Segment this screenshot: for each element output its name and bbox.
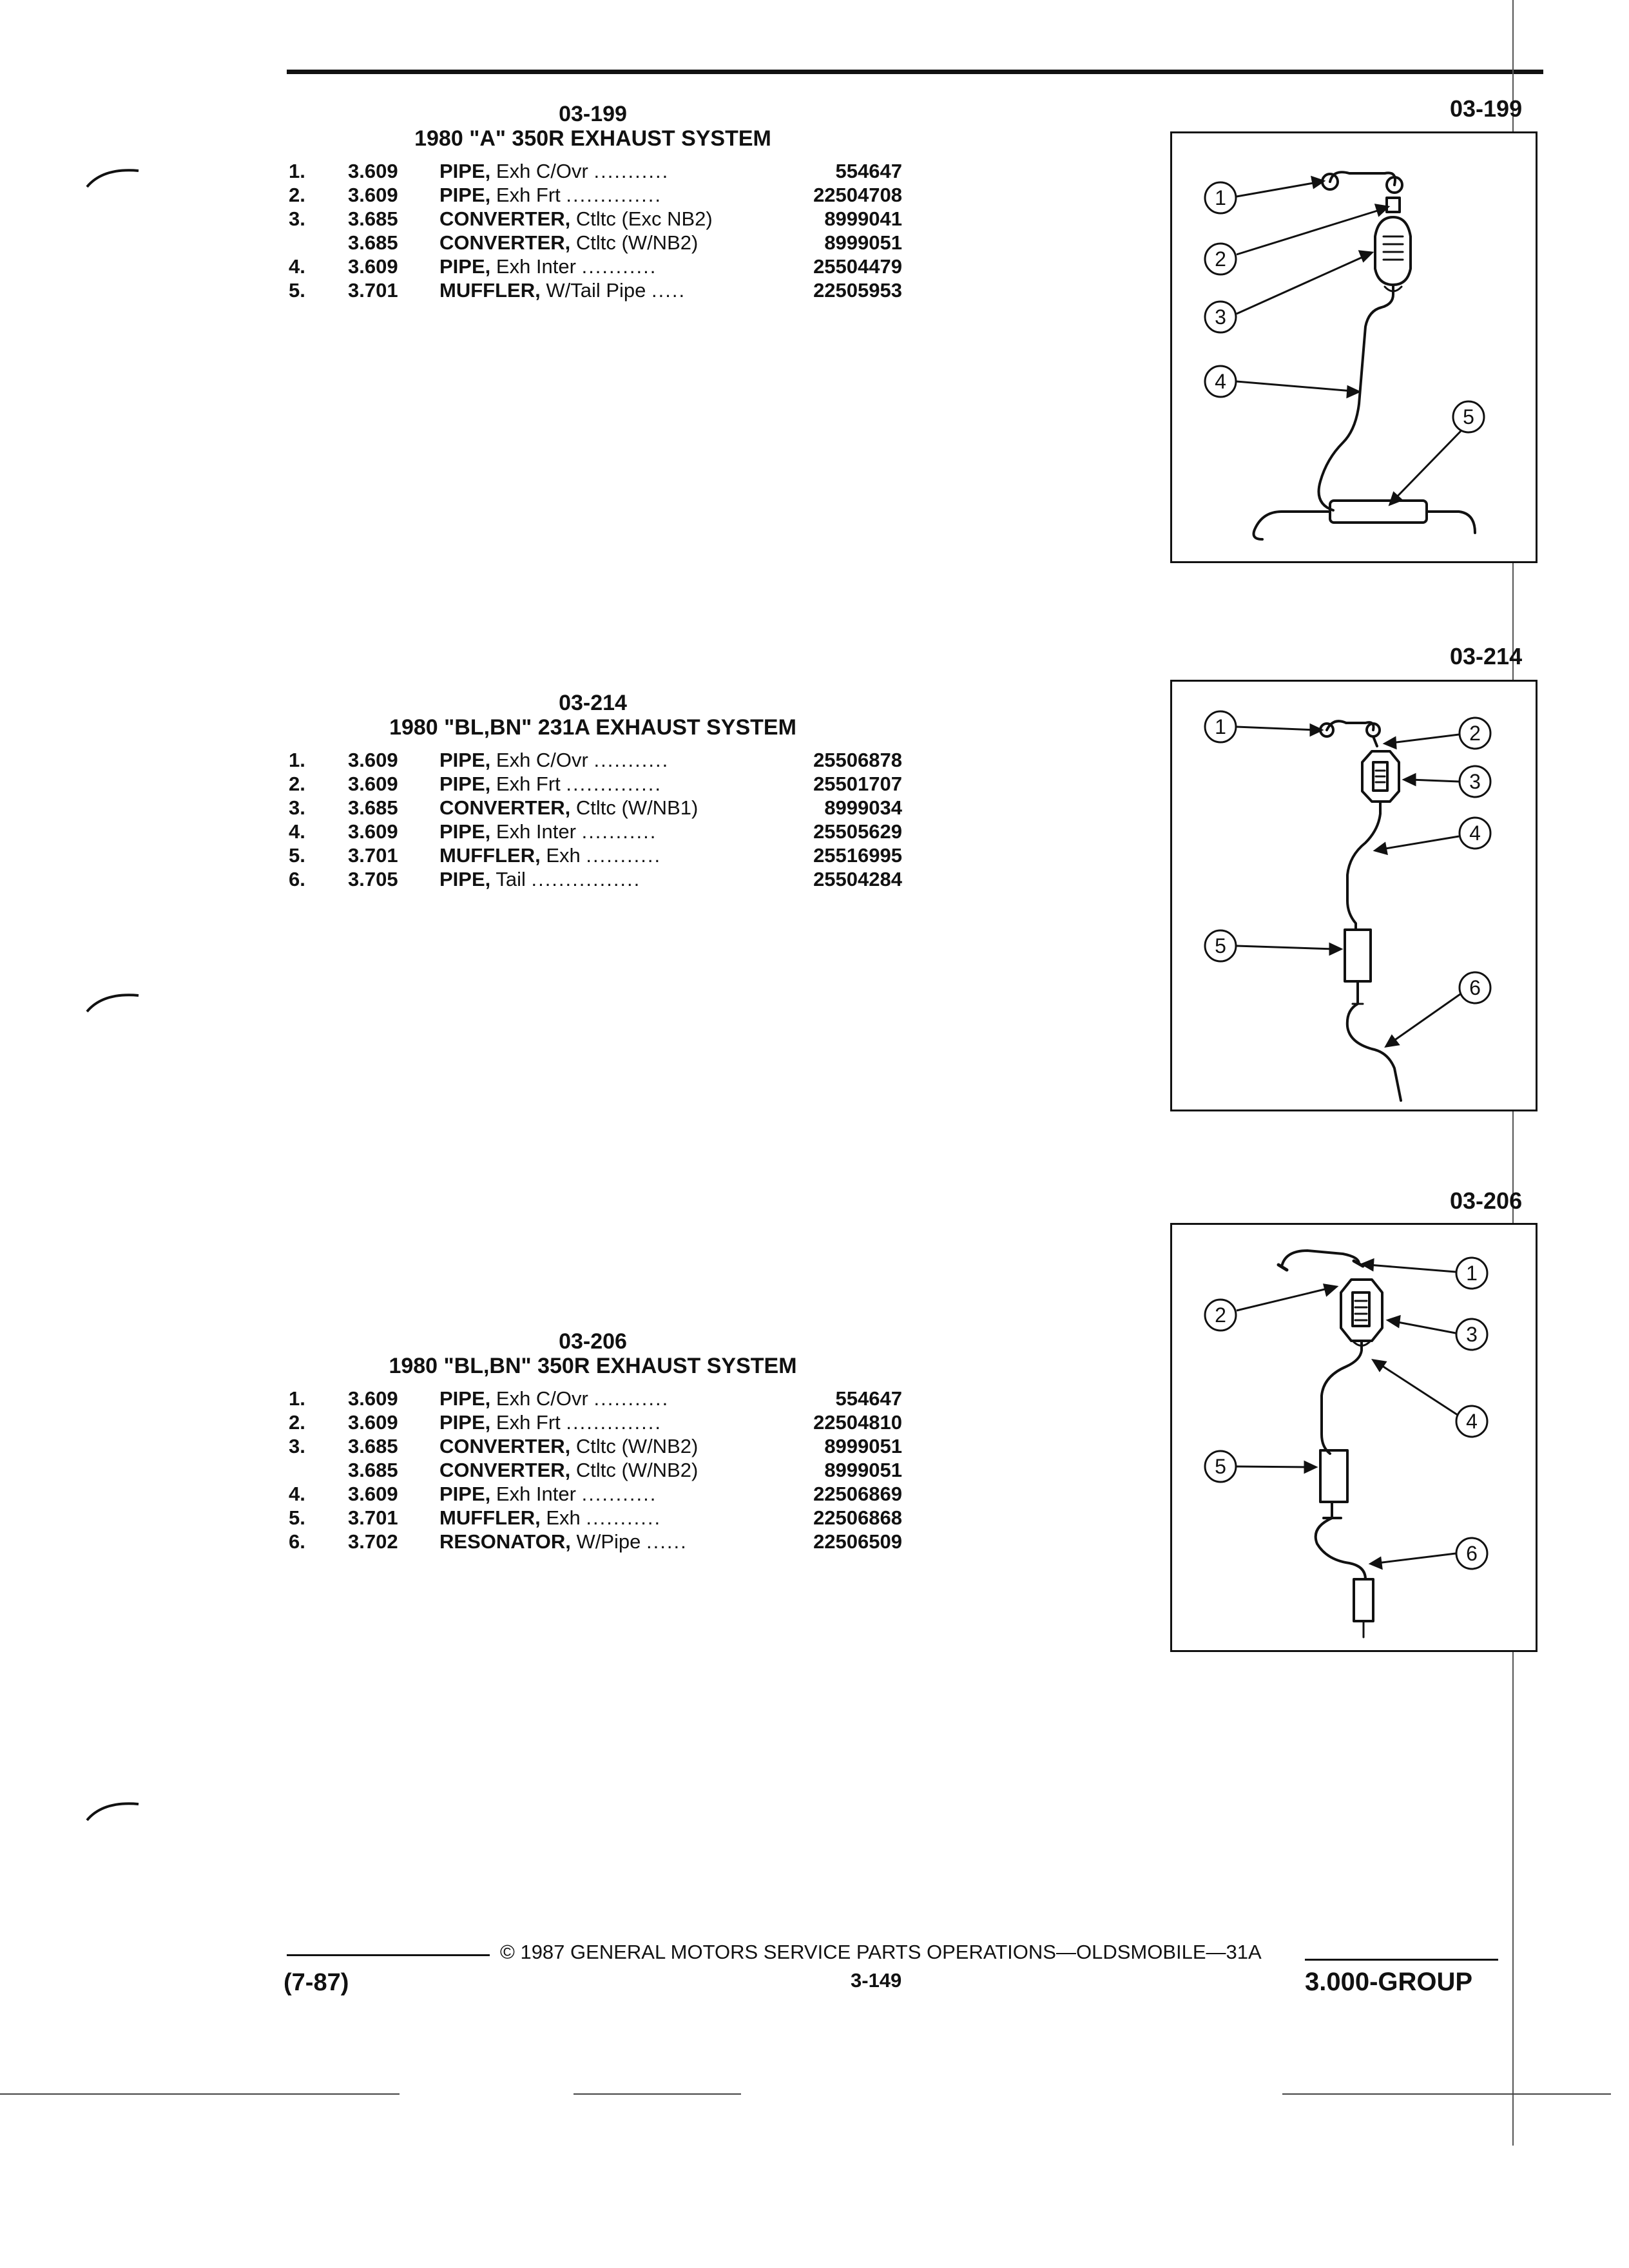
part-list	[284, 749, 902, 892]
part-description	[439, 1459, 698, 1482]
callout-1	[1362, 1258, 1487, 1289]
part-name: CONVERTER,	[439, 1435, 571, 1457]
part-name: CONVERTER,	[439, 231, 571, 254]
leader-dots: ...........	[581, 1483, 657, 1505]
tail-pipe-right	[1427, 512, 1475, 533]
part-row	[284, 1387, 902, 1411]
part-row	[284, 749, 902, 773]
callout-number: 4	[1469, 822, 1481, 845]
callout-5	[1390, 401, 1484, 505]
part-row	[284, 844, 902, 868]
part-row	[284, 184, 902, 207]
bottom-page-line-2	[574, 2093, 741, 2095]
intermediate-pipe	[1319, 285, 1394, 510]
part-number: 8999051	[824, 1435, 902, 1457]
diagram-drawing	[1172, 1225, 1536, 1650]
part-row	[284, 820, 902, 844]
part-name: CONVERTER,	[439, 207, 571, 230]
callout-number: 1	[1215, 715, 1226, 738]
item-number: 5.	[289, 1506, 305, 1529]
section-code: 03-199	[559, 102, 627, 126]
callout-4	[1205, 366, 1359, 397]
item-number: 2.	[289, 184, 305, 206]
group-number: 3.701	[348, 279, 398, 302]
part-name: MUFFLER,	[439, 844, 541, 867]
section-title: 1980 "BL,BN" 231A EXHAUST SYSTEM	[389, 715, 796, 740]
part-description	[439, 820, 657, 843]
part-row	[284, 1483, 902, 1506]
part-description	[439, 1483, 657, 1506]
figure-label: 03-206	[1450, 1187, 1523, 1214]
part-name: MUFFLER,	[439, 279, 541, 302]
item-number: 2.	[289, 1411, 305, 1434]
part-detail: W/Pipe	[576, 1530, 641, 1553]
callout-number: 2	[1215, 1303, 1226, 1327]
muffler	[1320, 1450, 1347, 1502]
crossover-pipe	[1330, 172, 1395, 185]
date-code: (7-87)	[284, 1969, 349, 1996]
group-number: 3.609	[348, 1387, 398, 1410]
leader-dots: .....	[651, 279, 686, 302]
muffler	[1345, 930, 1371, 981]
part-number: 22506509	[813, 1530, 902, 1553]
part-detail: Ctltc (W/NB2)	[575, 231, 699, 254]
part-number: 22506868	[813, 1506, 902, 1529]
part-description	[439, 1387, 669, 1410]
callout-number: 3	[1215, 305, 1226, 329]
part-description	[439, 796, 698, 820]
item-number: 3.	[289, 796, 305, 819]
resonator-pipe	[1316, 1502, 1365, 1579]
callout-3	[1404, 766, 1490, 797]
part-detail: Exh Inter	[496, 820, 576, 843]
part-description	[439, 844, 661, 867]
group-number: 3.609	[348, 820, 398, 843]
part-detail: Exh C/Ovr	[496, 160, 588, 182]
part-description	[439, 279, 686, 302]
leader-dots: ...........	[586, 1506, 662, 1529]
callout-6	[1386, 972, 1490, 1046]
exhaust-diagram-03-199	[1170, 131, 1537, 563]
part-number: 25505629	[813, 820, 902, 843]
top-rule	[287, 70, 1543, 74]
group-number: 3.609	[348, 1483, 398, 1505]
part-name: PIPE,	[439, 773, 491, 795]
converter-body	[1341, 1280, 1382, 1341]
part-name: PIPE,	[439, 820, 491, 843]
callout-number: 2	[1215, 247, 1226, 271]
part-detail: Exh Frt	[496, 1411, 561, 1434]
part-detail: Ctltc (W/NB2)	[575, 1435, 699, 1457]
group-number: 3.705	[348, 868, 398, 890]
callout-number: 6	[1466, 1542, 1478, 1565]
group-number: 3.702	[348, 1530, 398, 1553]
part-number: 554647	[835, 160, 902, 182]
leader-dots: ...........	[586, 844, 662, 867]
item-number: 2.	[289, 773, 305, 795]
group-number: 3.701	[348, 1506, 398, 1529]
callout-5	[1205, 930, 1341, 961]
item-number: 1.	[289, 749, 305, 771]
group-number: 3.685	[348, 796, 398, 819]
part-detail: Exh Frt	[496, 184, 561, 206]
part-description	[439, 255, 657, 278]
part-description	[439, 231, 698, 255]
item-number: 5.	[289, 279, 305, 302]
part-number: 25504479	[813, 255, 902, 278]
part-detail: Exh C/Ovr	[496, 1387, 588, 1410]
item-number: 3.	[289, 1435, 305, 1457]
part-row	[284, 868, 902, 892]
leader-dots: ...........	[581, 820, 657, 843]
part-number: 22505953	[813, 279, 902, 302]
part-detail: Exh Frt	[496, 773, 561, 795]
front-pipe	[1373, 736, 1377, 746]
part-row	[284, 279, 902, 303]
part-row	[284, 1530, 902, 1554]
leader-dots: ...........	[593, 160, 670, 182]
muffler	[1330, 501, 1427, 523]
part-description	[439, 207, 713, 231]
callout-4	[1373, 1360, 1487, 1437]
crossover-pipe	[1282, 1251, 1359, 1267]
part-number: 22504810	[813, 1411, 902, 1434]
exhaust-diagram-03-206	[1170, 1223, 1537, 1652]
group-number: 3.685	[348, 1459, 398, 1481]
item-number: 4.	[289, 255, 305, 278]
part-number: 8999051	[824, 231, 902, 254]
part-detail: Exh Inter	[496, 1483, 576, 1505]
part-list	[284, 1387, 902, 1554]
binder-mark-bottom	[84, 1798, 142, 1823]
part-row	[284, 796, 902, 820]
group-label: 3.000-GROUP	[1305, 1968, 1473, 1996]
callout-number: 1	[1215, 186, 1226, 209]
callout-3	[1388, 1316, 1487, 1350]
part-name: PIPE,	[439, 868, 491, 890]
part-name: MUFFLER,	[439, 1506, 541, 1529]
part-number: 554647	[835, 1387, 902, 1410]
footer-rule-left	[287, 1954, 490, 1956]
part-detail: W/Tail Pipe	[546, 279, 646, 302]
part-row	[284, 160, 902, 184]
figure-label: 03-199	[1450, 95, 1523, 122]
leader-dots: ..............	[566, 184, 662, 206]
leader-dots: ................	[531, 868, 641, 890]
group-number: 3.609	[348, 160, 398, 182]
part-number: 22504708	[813, 184, 902, 206]
leader-dots: ...........	[581, 255, 657, 278]
part-description	[439, 1411, 662, 1434]
callout-number: 2	[1469, 722, 1481, 745]
part-number: 8999041	[824, 207, 902, 230]
part-number: 8999051	[824, 1459, 902, 1481]
part-name: PIPE,	[439, 255, 491, 278]
part-name: PIPE,	[439, 1483, 491, 1505]
binder-mark-middle	[84, 989, 142, 1015]
callout-2	[1385, 718, 1490, 749]
callout-1	[1205, 711, 1322, 742]
part-description	[439, 773, 662, 796]
group-number: 3.609	[348, 749, 398, 771]
callout-4	[1375, 818, 1490, 854]
callout-number: 5	[1215, 1455, 1226, 1478]
leader-dots: ...........	[593, 749, 670, 771]
part-name: RESONATOR,	[439, 1530, 571, 1553]
part-name: CONVERTER,	[439, 1459, 571, 1481]
part-number: 8999034	[824, 796, 902, 819]
part-row	[284, 231, 902, 255]
resonator	[1354, 1579, 1373, 1621]
part-row	[284, 1506, 902, 1530]
section-code: 03-206	[559, 1329, 627, 1354]
leader-dots: ...........	[593, 1387, 670, 1410]
item-number: 6.	[289, 868, 305, 890]
callout-1	[1205, 177, 1324, 213]
group-number: 3.685	[348, 231, 398, 254]
item-number: 4.	[289, 1483, 305, 1505]
item-number: 1.	[289, 1387, 305, 1410]
part-row	[284, 1459, 902, 1483]
part-number: 22506869	[813, 1483, 902, 1505]
part-detail: Ctltc (W/NB1)	[575, 796, 699, 819]
callout-number: 4	[1215, 370, 1226, 393]
part-detail: Exh	[546, 1506, 581, 1529]
bottom-page-line	[0, 2093, 400, 2095]
part-detail: Exh	[546, 844, 581, 867]
part-detail: Exh Inter	[496, 255, 576, 278]
callout-number: 3	[1466, 1323, 1478, 1346]
section-code: 03-214	[559, 691, 627, 715]
callout-number: 5	[1463, 405, 1474, 428]
leader-dots: ..............	[566, 1411, 662, 1434]
callout-number: 4	[1466, 1410, 1478, 1433]
callout-number: 6	[1469, 976, 1481, 999]
callout-2	[1205, 1285, 1336, 1331]
part-detail: Ctltc (W/NB2)	[575, 1459, 699, 1481]
intermediate-pipe	[1347, 802, 1380, 930]
part-detail: Ctltc (Exc NB2)	[575, 207, 713, 230]
part-description	[439, 184, 662, 207]
section-title: 1980 "BL,BN" 350R EXHAUST SYSTEM	[389, 1354, 797, 1378]
part-row	[284, 1411, 902, 1435]
group-number: 3.609	[348, 184, 398, 206]
intermediate-pipe	[1322, 1341, 1362, 1454]
part-description	[439, 1530, 688, 1553]
part-number: 25504284	[813, 868, 902, 890]
exhaust-diagram-03-214	[1170, 680, 1537, 1111]
part-name: PIPE,	[439, 184, 491, 206]
callout-2	[1205, 205, 1388, 274]
part-number: 25506878	[813, 749, 902, 771]
group-number: 3.609	[348, 255, 398, 278]
item-number: 4.	[289, 820, 305, 843]
part-description	[439, 868, 641, 891]
part-number: 25501707	[813, 773, 902, 795]
callout-5	[1205, 1451, 1316, 1482]
callout-number: 3	[1469, 770, 1481, 793]
group-number: 3.685	[348, 207, 398, 230]
part-name: PIPE,	[439, 749, 491, 771]
part-number: 25516995	[813, 844, 902, 867]
diagram-drawing	[1172, 133, 1536, 561]
part-detail: Tail	[496, 868, 526, 890]
part-description	[439, 1506, 661, 1530]
group-number: 3.609	[348, 1411, 398, 1434]
part-description	[439, 160, 669, 183]
part-description	[439, 749, 669, 772]
part-row	[284, 1435, 902, 1459]
callout-number: 5	[1215, 934, 1226, 957]
part-description	[439, 1435, 698, 1458]
part-row	[284, 773, 902, 796]
part-name: PIPE,	[439, 1411, 491, 1434]
item-number: 3.	[289, 207, 305, 230]
part-name: PIPE,	[439, 1387, 491, 1410]
front-pipe-flange	[1387, 198, 1400, 212]
part-row	[284, 255, 902, 279]
callout-number: 1	[1466, 1262, 1478, 1285]
part-detail: Exh C/Ovr	[496, 749, 588, 771]
page-number: 3-149	[851, 1969, 902, 1992]
section-title: 1980 "A" 350R EXHAUST SYSTEM	[414, 126, 771, 151]
leader-dots: ......	[646, 1530, 688, 1553]
tail-pipe-left	[1254, 512, 1331, 539]
item-number: 5.	[289, 844, 305, 867]
footer-rule-right	[1305, 1959, 1498, 1961]
diagram-drawing	[1172, 682, 1536, 1110]
binder-mark-top	[84, 164, 142, 190]
group-number: 3.685	[348, 1435, 398, 1457]
group-number: 3.609	[348, 773, 398, 795]
item-number: 6.	[289, 1530, 305, 1553]
group-number: 3.701	[348, 844, 398, 867]
item-number: 1.	[289, 160, 305, 182]
bottom-page-line-3	[1282, 2093, 1611, 2095]
part-list	[284, 160, 902, 303]
part-name: PIPE,	[439, 160, 491, 182]
figure-label: 03-214	[1450, 643, 1523, 669]
part-row	[284, 207, 902, 231]
part-name: CONVERTER,	[439, 796, 571, 819]
callout-6	[1371, 1538, 1487, 1569]
copyright-line: © 1987 GENERAL MOTORS SERVICE PARTS OPERATIONS—OLDSMOBILE—31A	[500, 1941, 1262, 1963]
leader-dots: ..............	[566, 773, 662, 795]
